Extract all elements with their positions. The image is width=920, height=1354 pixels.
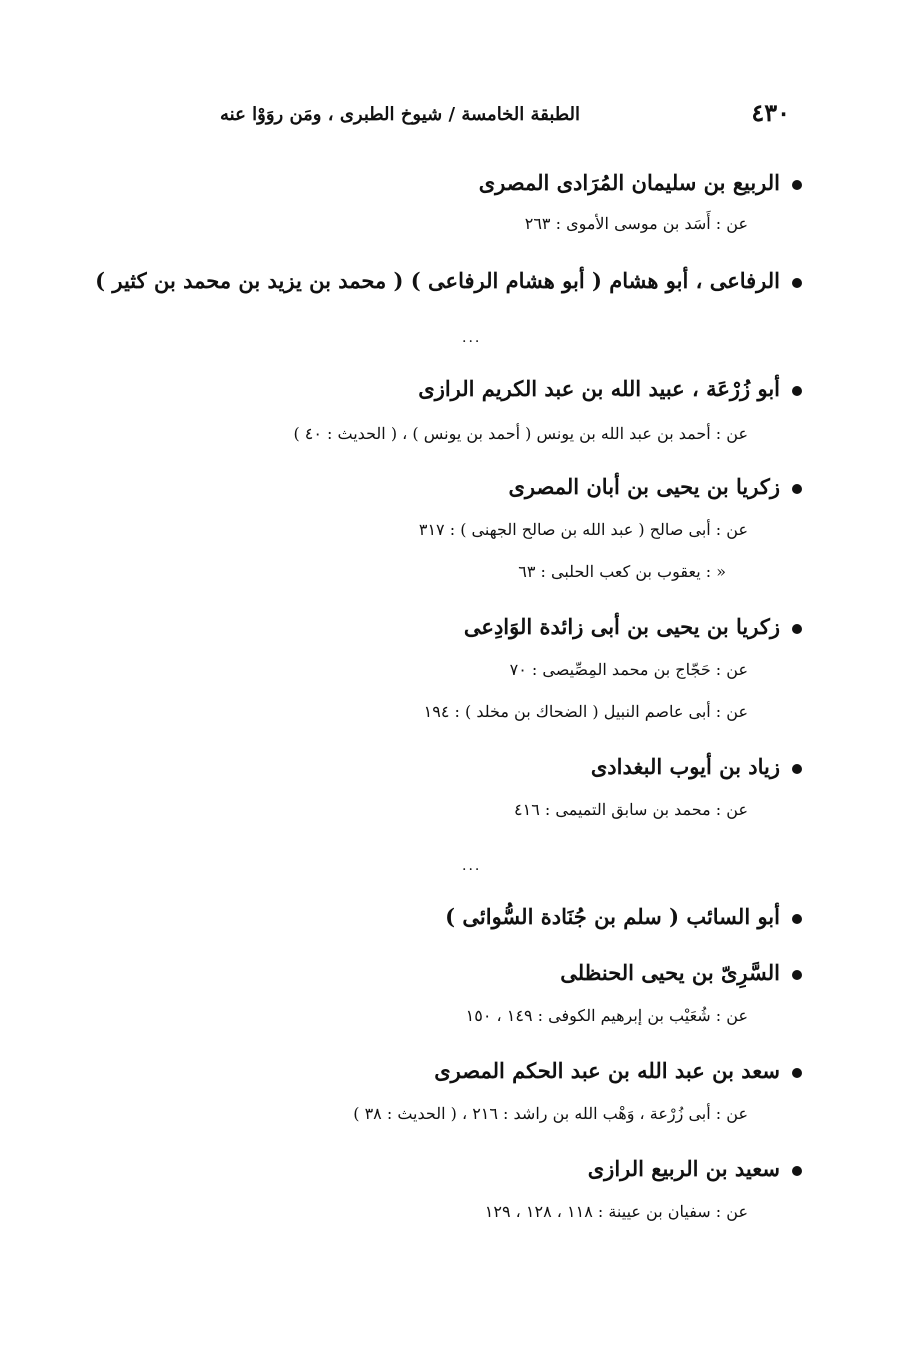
- source-line: عن : محمد بن سابق التميمى : ٤١٦: [514, 800, 748, 819]
- source-line: عن : أَسَد بن موسى الأموى : ٢٦٣: [524, 214, 748, 233]
- section-separator: ...: [462, 330, 482, 346]
- source-line: عن : أبى عاصم النبيل ( الضحاك بن مخلد ) : ١٩٤: [423, 702, 748, 721]
- bullet-icon: [792, 386, 802, 396]
- entry-name: السَّرِىّ بن يحيى الحنظلى: [560, 960, 802, 985]
- entry-name: زكريا بن يحيى بن أبى زائدة الوَادِعى: [464, 614, 802, 639]
- source-line: عن : سفيان بن عيينة : ١١٨ ، ١٢٨ ، ١٢٩: [484, 1202, 748, 1221]
- bullet-icon: [792, 970, 802, 980]
- source-line: « : يعقوب بن كعب الحلبى : ٦٣: [518, 562, 726, 581]
- entry-name: زياد بن أيوب البغدادى: [591, 754, 802, 779]
- entry-name: الرفاعى ، أبو هشام ( أبو هشام الرفاعى ) ( محمد بن يزيد بن محمد بن كثير ): [95, 268, 802, 293]
- entry-name: أبو السائب ( سلم بن جُنَادة السُّوائى ): [445, 904, 802, 929]
- bullet-icon: [792, 1166, 802, 1176]
- page-number: ٤٣٠: [751, 98, 790, 127]
- entry-name: زكريا بن يحيى بن أبان المصرى: [508, 474, 802, 499]
- section-separator: ...: [462, 858, 482, 874]
- source-line: عن : شُعَيْب بن إبرهيم الكوفى : ١٤٩ ، ١٥٠: [465, 1006, 748, 1025]
- source-line: عن : حَجّاج بن محمد المِصِّيصى : ٧٠: [509, 660, 748, 679]
- source-line: عن : أبى زُرْعة ، وَهْب الله بن راشد : ٢١٦ ، ( الحديث : ٣٨ ): [353, 1104, 748, 1123]
- bullet-icon: [792, 914, 802, 924]
- source-line: عن : أبى صالح ( عبد الله بن صالح الجهنى ) : ٣١٧: [418, 520, 748, 539]
- entry-name: أبو زُرْعَة ، عبيد الله بن عبد الكريم الرازى: [418, 376, 802, 401]
- bullet-icon: [792, 1068, 802, 1078]
- bullet-icon: [792, 278, 802, 288]
- source-line: عن : أحمد بن عبد الله بن يونس ( أحمد بن يونس ) ، ( الحديث : ٤٠ ): [293, 424, 748, 443]
- entry-name: سعيد بن الربيع الرازى: [588, 1156, 802, 1181]
- entry-name: سعد بن عبد الله بن عبد الحكم المصرى: [434, 1058, 802, 1083]
- running-title: الطبقة الخامسة / شيوخ الطبرى ، ومَن روَوْا عنه: [220, 104, 580, 125]
- bullet-icon: [792, 624, 802, 634]
- page-header: [220, 98, 790, 138]
- bullet-icon: [792, 484, 802, 494]
- entry-name: الربيع بن سليمان المُرَادى المصرى: [479, 170, 802, 195]
- bullet-icon: [792, 180, 802, 190]
- bullet-icon: [792, 764, 802, 774]
